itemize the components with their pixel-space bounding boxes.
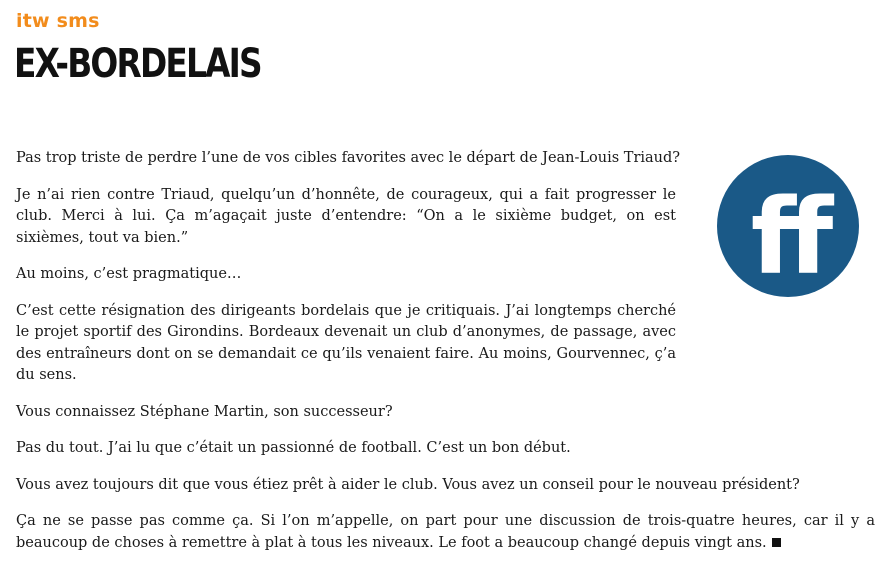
answer-3: Pas du tout. J’ai lu que c’était un passionné de football. C’est un bon début. [16, 440, 571, 456]
answer-4-text: Ça ne se passe pas comme ça. Si l’on m’appelle, on part pour une discussion de trois-quatre heures, car il y a beaucoup de choses à remettre à plat à tous les niveaux. Le foot a beaucoup changé depuis vingt ans. [16, 513, 875, 551]
question-1: Pas trop triste de perdre l’une de vos cibles favorites avec le départ de Jean-Louis Triaud? [16, 150, 681, 166]
question-3: Vous connaissez Stéphane Martin, son successeur? [16, 403, 393, 420]
interview-body [16, 148, 878, 569]
section-kicker: itw sms [16, 10, 100, 32]
logo-text: ff [750, 176, 826, 297]
answer-4 [16, 511, 875, 554]
question-2: Au moins, c’est pragmatique… [16, 266, 242, 282]
question-4: Vous avez toujours dit que vous étiez prêt à aider le club. Vous avez un conseil pour le nouveau président? [16, 476, 800, 493]
answer-1: Je n’ai rien contre Triaud, quelqu’un d’honnête, de courageux, qui a fait progresser le club. Merci à lui. Ça m’agaçait juste d’entendre: “On a le sixième budget, on est sixièmes, tout va bien.” [16, 186, 676, 246]
page-title: EX-BORDELAIS [14, 41, 261, 87]
end-of-article-mark [772, 538, 781, 547]
answer-2: C’est cette résignation des dirigeants bordelais que je critiquais. J’ai longtemps cherché le projet sportif des Girondins. Bordeaux devenait un club d’anonymes, de passage, avec des entraîneurs dont on se demandait ce qu’ils venaient faire. Au moins, Gourvennec, ç’a du sens. [16, 302, 676, 383]
